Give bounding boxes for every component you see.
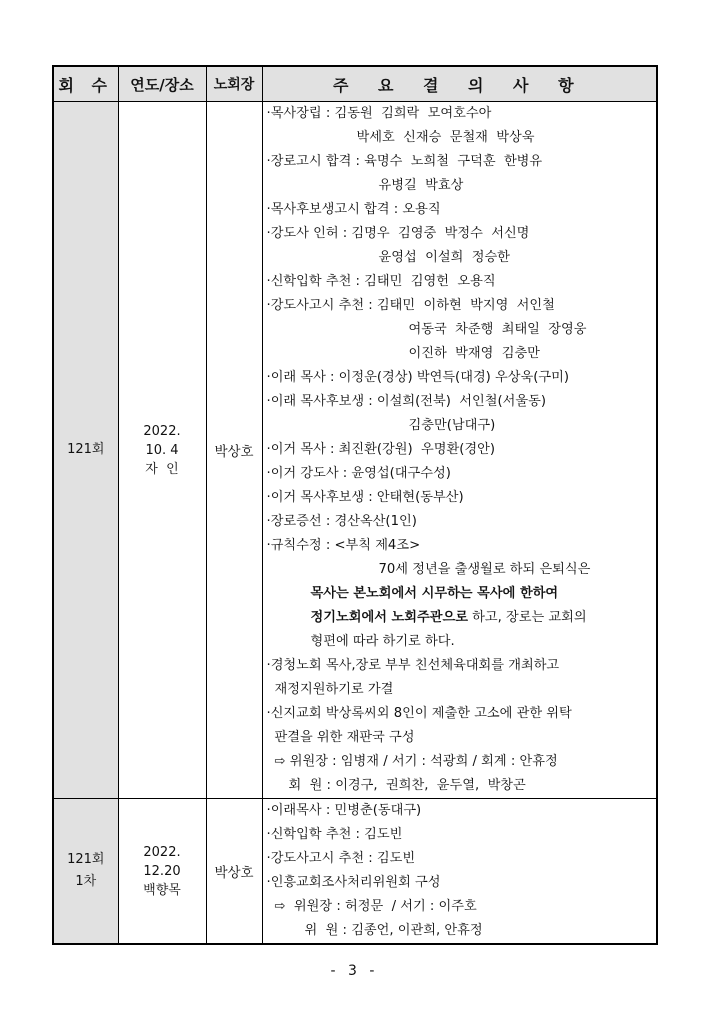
header-date-place: 연도/장소 [118, 66, 206, 102]
chair-cell [206, 102, 262, 799]
chair-name: 박상호 [214, 444, 254, 460]
date-monthday: 12.20 [143, 863, 181, 879]
header-round: 회 수 [53, 66, 118, 102]
round-label: 121회 [67, 852, 105, 867]
resolution-line: 여동국 차준행 최태일 장영웅 [408, 322, 587, 337]
resolution-line: 형편에 따라 하기로 하다. [310, 634, 455, 649]
resolution-line: ·이래목사 : 민병춘(동대구) [266, 803, 422, 818]
resolution-line: 위 원 : 김종언, 이관희, 안휴정 [304, 923, 483, 938]
resolution-line: ·강도사고시 추천 : 김도빈 [266, 851, 416, 866]
round-cell [53, 102, 118, 799]
resolution-text: 하고, 장로는 교회의 [467, 610, 587, 625]
resolution-line: ·신학입학 추천 : 김태민 김영헌 오용직 [266, 274, 496, 289]
resolution-line: ·강도사 인허 : 김명우 김영중 박정수 서신명 [266, 226, 530, 241]
date-place-cell [118, 799, 206, 945]
header-chair: 노회장 [206, 66, 262, 102]
resolution-line: 김충만(남대구) [408, 418, 496, 433]
resolution-line: ·강도사고시 추천 : 김태민 이하현 박지영 서인철 [266, 298, 555, 313]
resolution-line: ·이거 목사후보생 : 안태현(동부산) [266, 490, 464, 505]
resolution-line: 윤영섭 이설희 정승한 [378, 250, 510, 265]
resolution-line: 유병길 박효상 [378, 178, 464, 193]
resolution-line: 박세호 신재승 문철재 박상욱 [356, 130, 535, 145]
resolution-line: 70세 정년을 출생월로 하되 은퇴식은 [378, 562, 591, 577]
date-place-cell [118, 102, 206, 799]
round-cell [53, 799, 118, 945]
resolution-line: ·이거 강도사 : 윤영섭(대구수성) [266, 466, 451, 481]
resolution-line [267, 606, 655, 630]
table-row [53, 799, 657, 945]
date-year: 2022. [143, 844, 181, 860]
resolution-line: 이진하 박재영 김충만 [408, 346, 540, 361]
date-monthday: 10. 4 [145, 442, 179, 458]
resolution-line: ·이래 목사 : 이정운(경상) 박연득(대경) 우상욱(구미) [266, 370, 570, 385]
resolution-line: 재정지원하기로 가결 [274, 682, 394, 697]
place: 백향목 [143, 882, 181, 898]
resolution-line: ·장로고시 합격 : 육명수 노희철 구덕훈 한병유 [266, 154, 543, 169]
resolutions-table [52, 65, 658, 945]
resolution-line: ·신학입학 추천 : 김도빈 [266, 827, 403, 842]
resolution-line: ·신지교회 박상록씨외 8인이 제출한 고소에 관한 위탁 [266, 706, 572, 721]
resolution-line: ⇨ 위원장 : 임병재 / 서기 : 석광희 / 회계 : 안휴정 [274, 754, 558, 769]
resolution-line: ·이거 목사 : 최진환(강원) 우명환(경안) [266, 442, 496, 457]
resolution-line: ⇨ 위원장 : 허정문 / 서기 : 이주호 [274, 899, 477, 914]
table-row [53, 102, 657, 799]
resolution-line: 회 원 : 이경구, 권희찬, 윤두열, 박창곤 [288, 778, 526, 793]
resolution-line: 목사는 본노회에서 시무하는 목사에 한하여 [310, 586, 559, 601]
resolution-line: ·이래 목사후보생 : 이설희(전북) 서인철(서울동) [266, 394, 546, 409]
resolution-line: ·장로증선 : 경산옥산(1인) [266, 514, 417, 529]
resolution-line: ·인흥교회조사처리위원회 구성 [266, 875, 441, 890]
page-number: - 3 - [330, 963, 379, 979]
place: 자 인 [145, 461, 179, 477]
items-cell [262, 102, 657, 799]
items-cell [262, 799, 657, 945]
date-year: 2022. [143, 423, 181, 439]
resolution-bold-text: 정기노회에서 노회주관으로 [310, 610, 468, 625]
resolution-line: ·목사후보생고시 합격 : 오용직 [266, 202, 441, 217]
header-items: 주 요 결 의 사 항 [262, 66, 657, 102]
round-sub-label: 1차 [75, 874, 97, 889]
resolution-line: ·목사장립 : 김동원 김희락 모여호수아 [266, 106, 492, 121]
resolution-line: 판결을 위한 재판국 구성 [274, 730, 415, 745]
chair-name: 박상호 [214, 865, 254, 881]
round-label: 121회 [67, 442, 105, 457]
resolution-line: ·경청노회 목사,장로 부부 친선체육대회를 개최하고 [266, 658, 560, 673]
resolution-line: ·규칙수정 : <부칙 제4조> [266, 538, 421, 553]
table-header-row [53, 66, 657, 102]
chair-cell [206, 799, 262, 945]
